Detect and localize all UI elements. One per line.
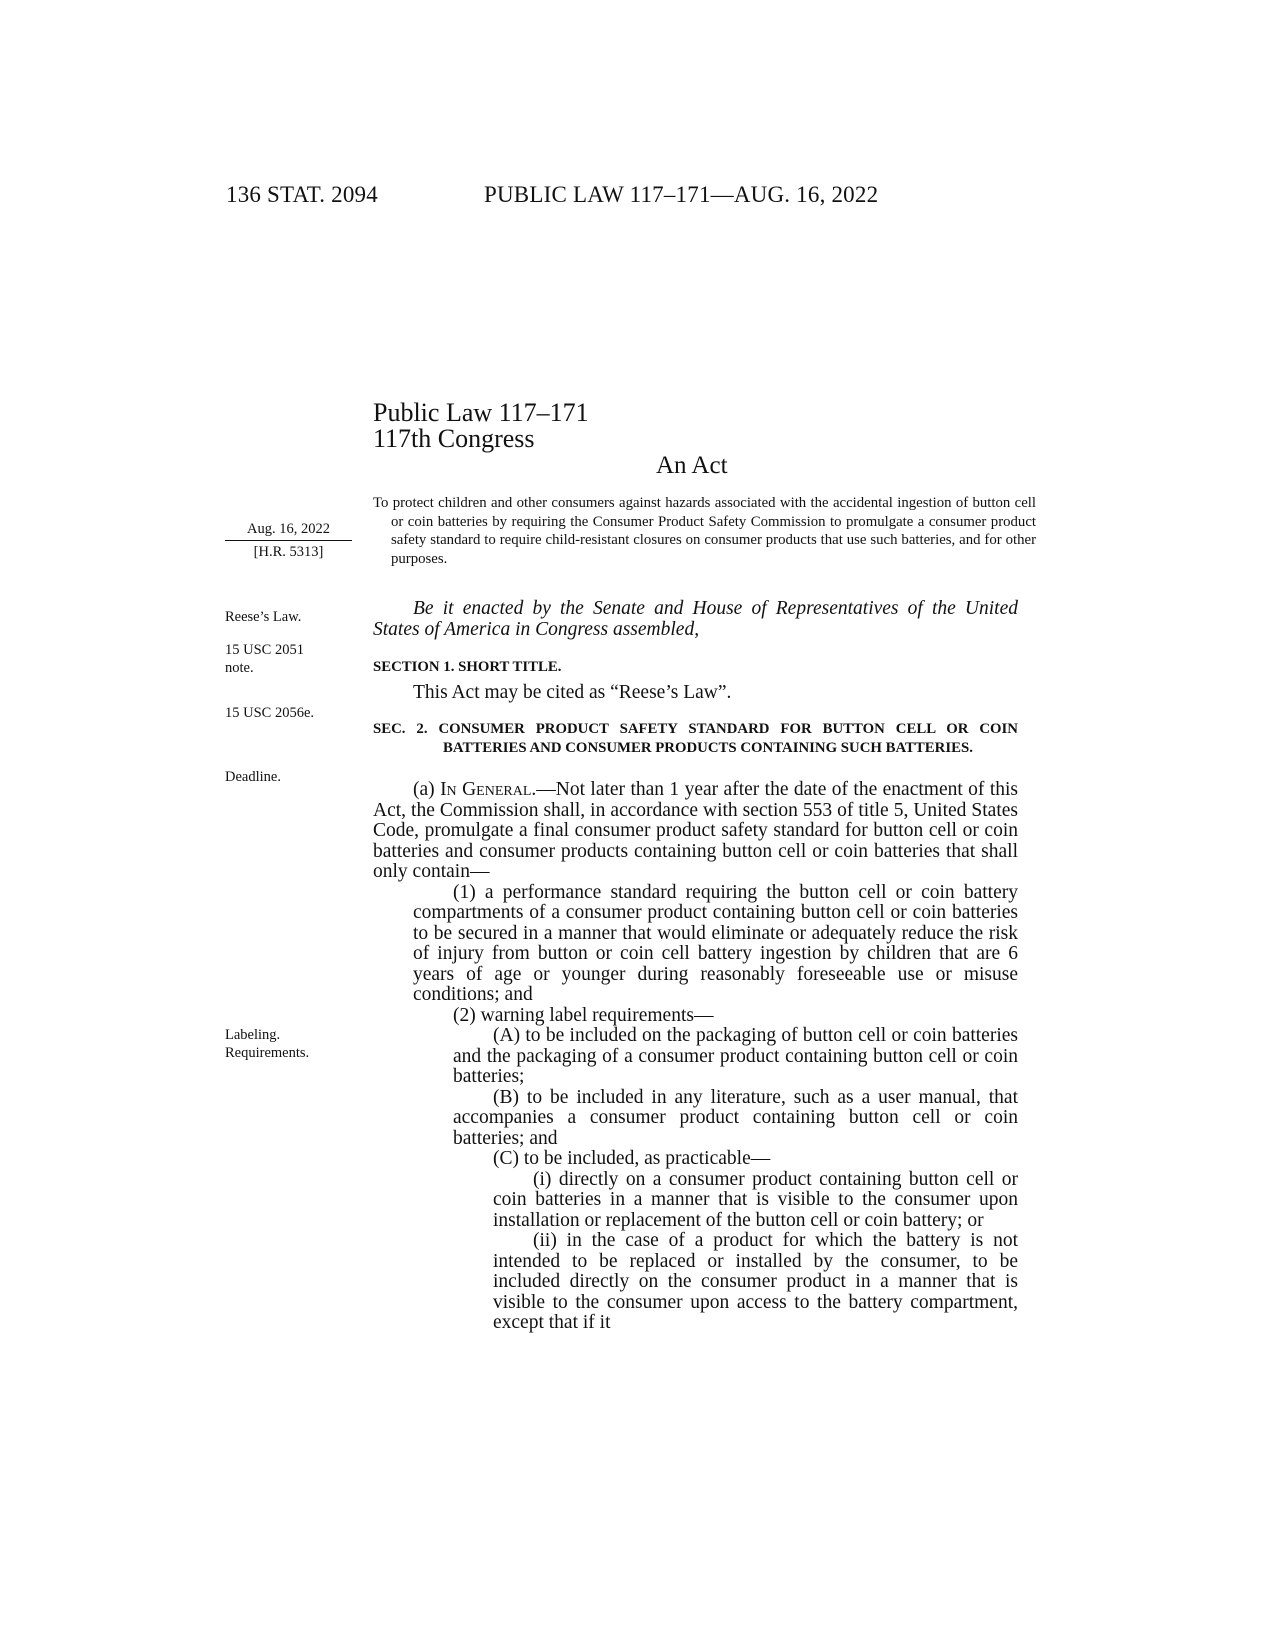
subsection-a-prefix: (a) bbox=[413, 779, 441, 800]
margin-date: Aug. 16, 2022 bbox=[225, 520, 352, 541]
act-purpose: To protect children and other consumers against hazards associated with the accidental ingestion of button cell or coin batteries by requiring the Consumer Product Safety Commission to promulgate a consumer product safety standard to require child-resistant closures on consumer products that use such batteries, and for other purposes. bbox=[373, 495, 1036, 567]
section-1-heading: SECTION 1. SHORT TITLE. bbox=[373, 659, 562, 675]
margin-note-usc-2051-line2: note. bbox=[225, 660, 254, 676]
section-1-text: This Act may be cited as “Reese’s Law”. bbox=[413, 682, 732, 703]
section-2-heading: SEC. 2. CONSUMER PRODUCT SAFETY STANDARD FOR BUTTON CELL OR COIN BATTERIES AND CONSUMER PRODUCTS CONTAINING SUCH BATTERIES. bbox=[373, 721, 1018, 756]
congress-label: 117th Congress bbox=[373, 424, 535, 453]
clause-ii: (ii) in the case of a product for which the battery is not intended to be replaced or installed by the consumer, to be included directly on the consumer product in a manner that is visible to the consumer upon access to the battery compartment, except that if it bbox=[493, 1230, 1018, 1333]
page-stat-number: 136 STAT. 2094 bbox=[226, 182, 378, 207]
margin-note-labeling bbox=[225, 1026, 309, 1062]
section-2-body bbox=[373, 780, 1018, 1334]
subsection-a-text: .—Not later than 1 year after the date of the enactment of this Act, the Commission shall, in accordance with section 553 of title 5, United States Code, promulgate a final consumer product safety standard for button cell or coin batteries and consumer products containing button cell or coin batteries that shall only contain— bbox=[373, 779, 1019, 882]
subsection-a bbox=[373, 780, 1018, 883]
paragraph-1: (1) a performance standard requiring the button cell or coin battery compartments of a consumer product containing button cell or coin batteries to be secured in a manner that would eliminate or adequately reduce the risk of injury from button or coin cell battery ingestion by children that are 6 years of age or younger during reasonably foreseeable use or misuse conditions; and bbox=[413, 881, 1018, 1005]
public-law-title: Public Law 117–171 bbox=[373, 398, 589, 427]
margin-note-labeling-line1: Labeling. bbox=[225, 1027, 281, 1043]
subsection-a-heading: In General bbox=[440, 779, 532, 800]
running-header: PUBLIC LAW 117–171—AUG. 16, 2022 bbox=[484, 182, 879, 207]
margin-date-box bbox=[225, 520, 352, 561]
subparagraph-b: (B) to be included in any literature, such as a user manual, that accompanies a consumer product containing button cell or coin batteries; and bbox=[453, 1086, 1018, 1149]
margin-note-usc-2056e: 15 USC 2056e. bbox=[225, 705, 315, 721]
margin-note-labeling-line2: Requirements. bbox=[225, 1045, 310, 1061]
margin-note-usc-2051 bbox=[225, 641, 304, 677]
margin-note-short-title: Reese’s Law. bbox=[225, 609, 302, 625]
margin-bill-number: [H.R. 5313] bbox=[253, 544, 324, 560]
clause-i: (i) directly on a consumer product containing button cell or coin batteries in a manner that is visible to the consumer upon installation or replacement of the button cell or coin battery; or bbox=[493, 1168, 1018, 1231]
subparagraph-a: (A) to be included on the packaging of button cell or coin batteries and the packaging of a consumer product containing button cell or coin batteries; bbox=[453, 1025, 1018, 1087]
an-act-heading: An Act bbox=[656, 452, 728, 479]
paragraph-2: (2) warning label requirements— bbox=[453, 1004, 714, 1026]
margin-note-usc-2051-line1: 15 USC 2051 bbox=[225, 642, 304, 658]
subparagraph-c: (C) to be included, as practicable— bbox=[493, 1148, 771, 1169]
margin-note-deadline: Deadline. bbox=[225, 769, 281, 785]
enacting-clause: Be it enacted by the Senate and House of Representatives of the United States of America in Congress assembled, bbox=[373, 598, 1018, 640]
